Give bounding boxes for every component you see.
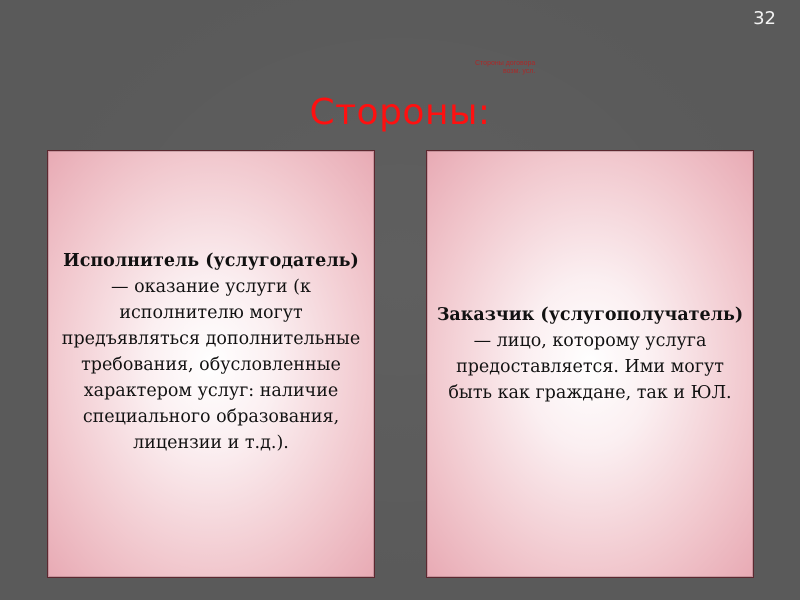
card-customer-body: лицо, которому услуга предоставляется. Ими могут быть как граждане, так и ЮЛ.	[448, 331, 732, 403]
card-customer-dash: —	[473, 331, 492, 351]
card-executor-body: оказание услуги (к исполнителю могут предъявляться дополнительные требования, обусловленные характером услуг: наличие специального образования, лицензии и т.д.).	[61, 277, 361, 453]
card-customer-text	[427, 302, 753, 406]
card-executor-text	[48, 248, 374, 456]
card-executor	[47, 150, 375, 578]
card-executor-dash: —	[111, 277, 129, 297]
card-customer	[426, 150, 754, 578]
tiny-note	[475, 60, 535, 76]
tiny-note-line-1: Стороны договора	[475, 60, 536, 67]
tiny-note-line-2: возм. усл.	[502, 68, 536, 75]
card-executor-heading: Исполнитель (услугодатель)	[63, 251, 359, 271]
page-number: 32	[753, 8, 776, 29]
slide-title: Стороны:	[309, 92, 491, 133]
card-customer-heading: Заказчик (услугополучатель)	[436, 305, 744, 325]
